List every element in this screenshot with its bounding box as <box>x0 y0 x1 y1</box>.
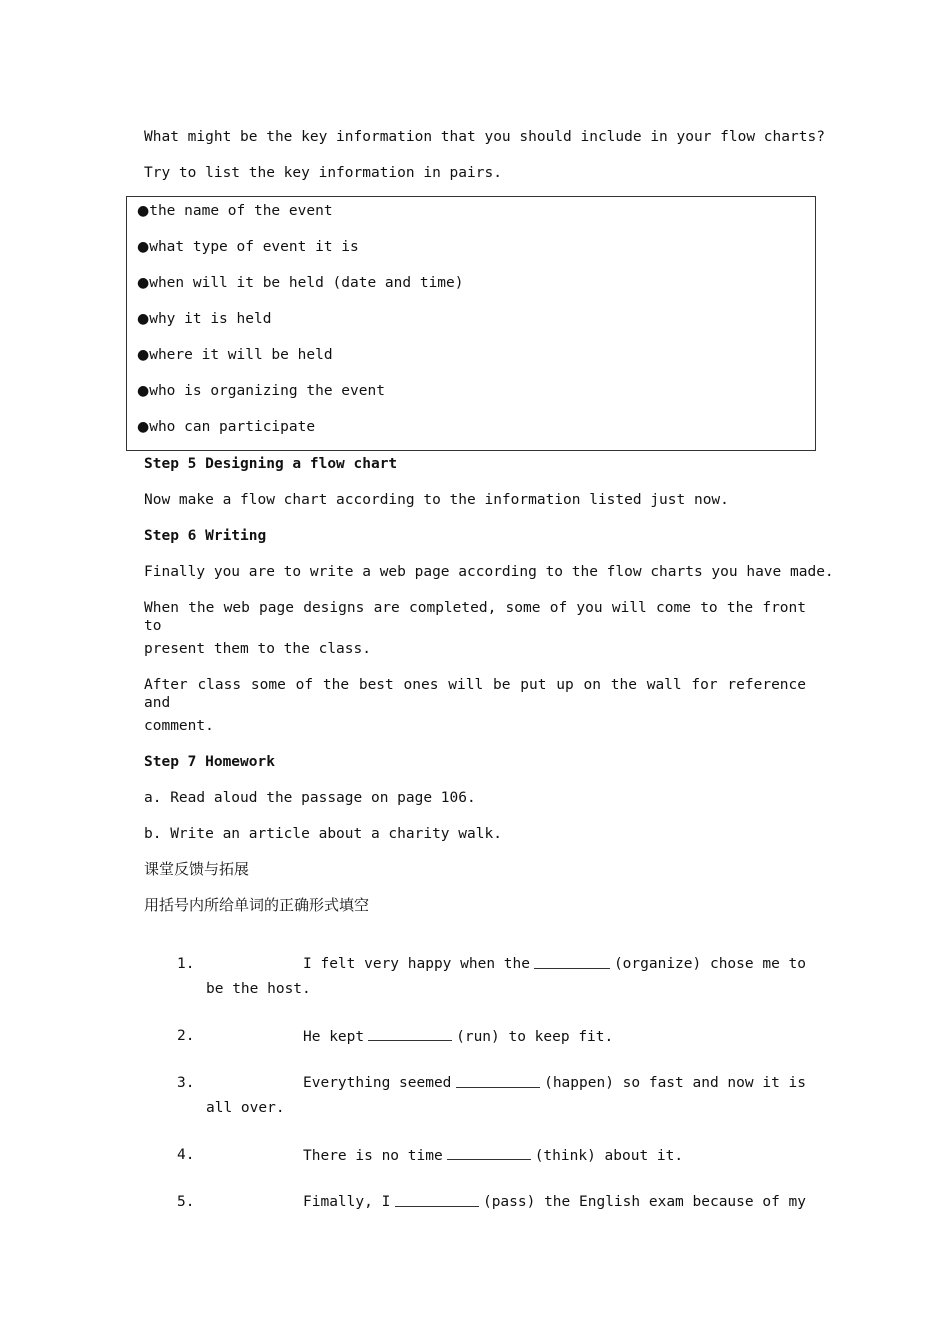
step5-text: Now make a flow chart according to the information listed just now. <box>144 492 729 508</box>
exercise-3-continuation: all over. <box>206 1100 285 1116</box>
list-item: ●where it will be held <box>137 347 333 363</box>
exercise-1-continuation: be the host. <box>206 981 311 997</box>
answer-blank[interactable] <box>395 1193 479 1207</box>
homework-item-a: a. Read aloud the passage on page 106. <box>144 790 476 806</box>
exercise-number: 2. <box>177 1028 195 1044</box>
exercise-5: Fimally, I (pass) the English exam because of my <box>303 1194 806 1210</box>
bullet-icon: ● <box>137 311 150 327</box>
step5-heading: Step 5 Designing a flow chart <box>144 456 398 472</box>
exercise-number: 3. <box>177 1075 195 1091</box>
step6-line5: comment. <box>144 718 214 734</box>
list-item: ●what type of event it is <box>137 239 359 255</box>
intro-instruction: Try to list the key information in pairs. <box>144 165 502 181</box>
list-item: ●why it is held <box>137 311 272 327</box>
homework-item-b: b. Write an article about a charity walk. <box>144 826 502 842</box>
exercise-1: I felt very happy when the (organize) chose me to <box>303 956 806 972</box>
exercise-number: 1. <box>177 956 195 972</box>
answer-blank[interactable] <box>456 1074 540 1088</box>
bullet-icon: ● <box>137 383 150 399</box>
list-item: ●when will it be held (date and time) <box>137 275 464 291</box>
step6-line2: When the web page designs are completed, some of you will come to the front to <box>144 600 806 634</box>
exercise-4: There is no time (think) about it. <box>303 1148 684 1164</box>
bullet-icon: ● <box>137 419 150 435</box>
step6-heading: Step 6 Writing <box>144 528 267 544</box>
feedback-instruction: 用括号内所给单词的正确形式填空 <box>144 896 370 914</box>
list-item: ●who can participate <box>137 419 316 435</box>
bullet-icon: ● <box>137 275 150 291</box>
step6-line4: After class some of the best ones will be put up on the wall for reference and <box>144 677 806 711</box>
exercise-3: Everything seemed (happen) so fast and now it is <box>303 1075 806 1091</box>
step6-line1: Finally you are to write a web page according to the flow charts you have made. <box>144 564 834 580</box>
exercise-number: 4. <box>177 1147 195 1163</box>
intro-question: What might be the key information that you should include in your flow charts? <box>144 129 825 145</box>
bullet-icon: ● <box>137 347 150 363</box>
list-item: ●who is organizing the event <box>137 383 385 399</box>
feedback-title: 课堂反馈与拓展 <box>144 860 250 878</box>
step6-line3: present them to the class. <box>144 641 371 657</box>
answer-blank[interactable] <box>447 1146 531 1160</box>
bullet-icon: ● <box>137 203 150 219</box>
list-item: ●the name of the event <box>137 203 333 219</box>
exercise-number: 5. <box>177 1194 195 1210</box>
bullet-icon: ● <box>137 239 150 255</box>
answer-blank[interactable] <box>368 1027 452 1041</box>
answer-blank[interactable] <box>534 955 610 969</box>
step7-heading: Step 7 Homework <box>144 754 275 770</box>
exercise-2: He kept (run) to keep fit. <box>303 1029 614 1045</box>
key-info-box <box>126 196 816 451</box>
